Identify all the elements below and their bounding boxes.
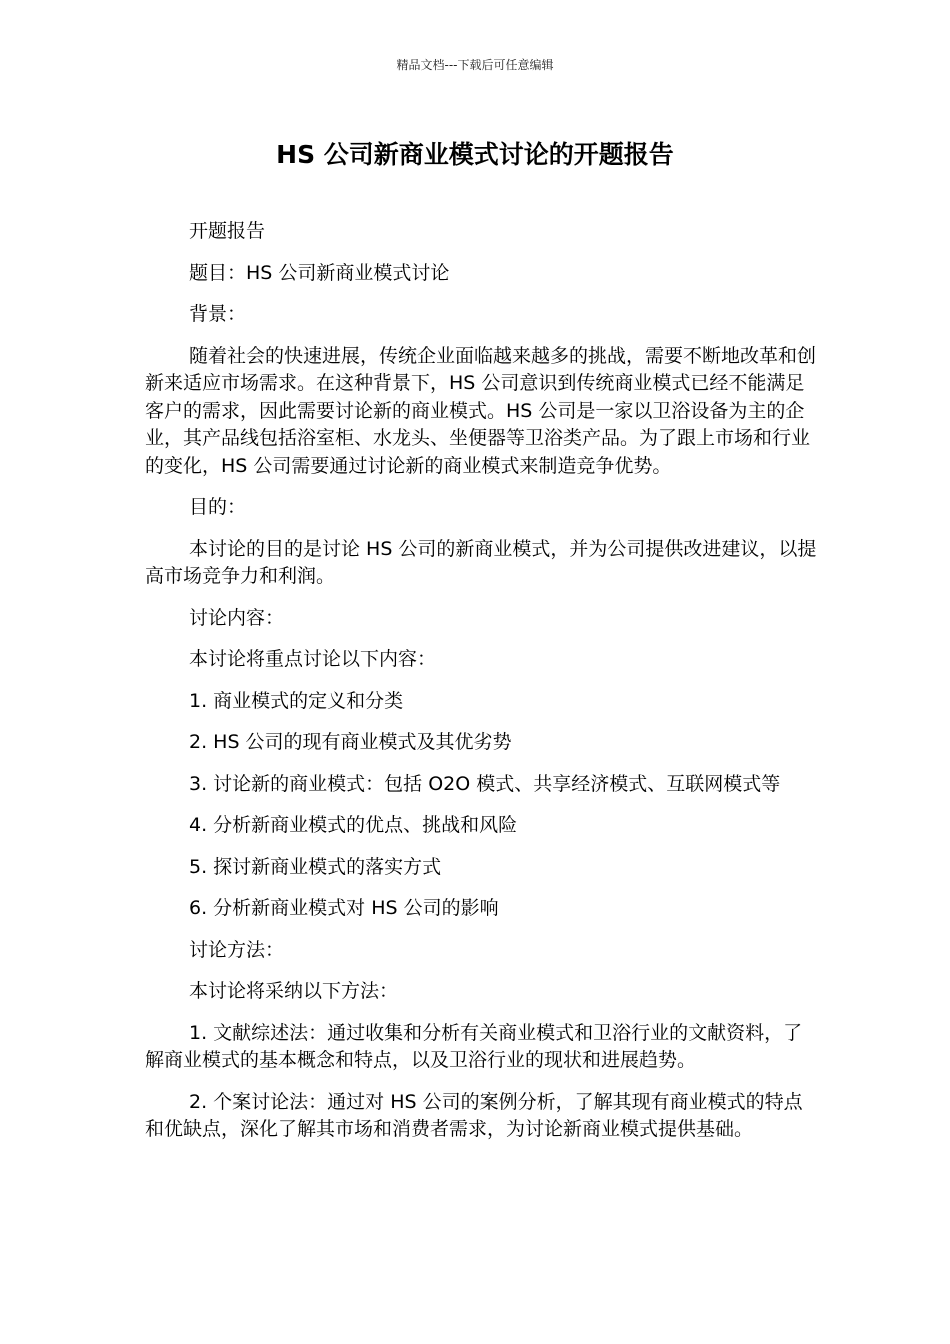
paragraph-purpose-body: 本讨论的目的是讨论 HS 公司的新商业模式，并为公司提供改进建议，以提高市场竞争力和利润。	[145, 537, 817, 587]
header-note: 精品文档---下载后可任意编辑	[396, 58, 554, 72]
paragraph-method-heading: 讨论方法：	[189, 938, 285, 961]
list-item: 2. HS 公司的现有商业模式及其优劣势	[189, 731, 512, 753]
document-body	[145, 218, 817, 1158]
list-item: 3. 讨论新的商业模式：包括 O2O 模式、共享经济模式、互联网模式等	[189, 772, 781, 795]
list-item: 5. 探讨新商业模式的落实方式	[189, 855, 442, 878]
paragraph-purpose-heading: 目的：	[189, 496, 247, 518]
paragraph-content-heading: 讨论内容：	[189, 606, 285, 629]
paragraph-background-heading: 背景：	[189, 303, 247, 325]
document-title: HS 公司新商业模式讨论的开题报告	[276, 140, 674, 169]
paragraph-report-label: 开题报告	[189, 220, 266, 242]
paragraph-method-intro: 本讨论将采纳以下方法：	[189, 980, 399, 1002]
paragraph-topic: 题目：HS 公司新商业模式讨论	[189, 261, 450, 284]
list-item: 1. 文献综述法：通过收集和分析有关商业模式和卫浴行业的文献资料，了解商业模式的基本概念和特点，以及卫浴行业的现状和进展趋势。	[145, 1021, 803, 1071]
paragraph-content-intro: 本讨论将重点讨论以下内容：	[189, 648, 437, 670]
list-item: 1. 商业模式的定义和分类	[189, 689, 404, 712]
list-item: 6. 分析新商业模式对 HS 公司的影响	[189, 897, 499, 919]
list-item: 2. 个案讨论法：通过对 HS 公司的案例分析，了解其现有商业模式的特点和优缺点，深化了解其市场和消费者需求，为讨论新商业模式提供基础。	[145, 1090, 803, 1140]
paragraph-background-body: 随着社会的快速进展，传统企业面临越来越多的挑战，需要不断地改革和创新来适应市场需求。在这种背景下，HS 公司意识到传统商业模式已经不能满足客户的需求，因此需要讨论新的商业模式。HS 公司是一家以卫浴设备为主的企业，其产品线包括浴室柜、水龙头、坐便器等卫浴类产品。为了跟上市场和行业的变化，HS 公司需要通过讨论新的商业模式来制造竞争优势。	[145, 344, 817, 477]
list-item: 4. 分析新商业模式的优点、挑战和风险	[189, 814, 518, 836]
